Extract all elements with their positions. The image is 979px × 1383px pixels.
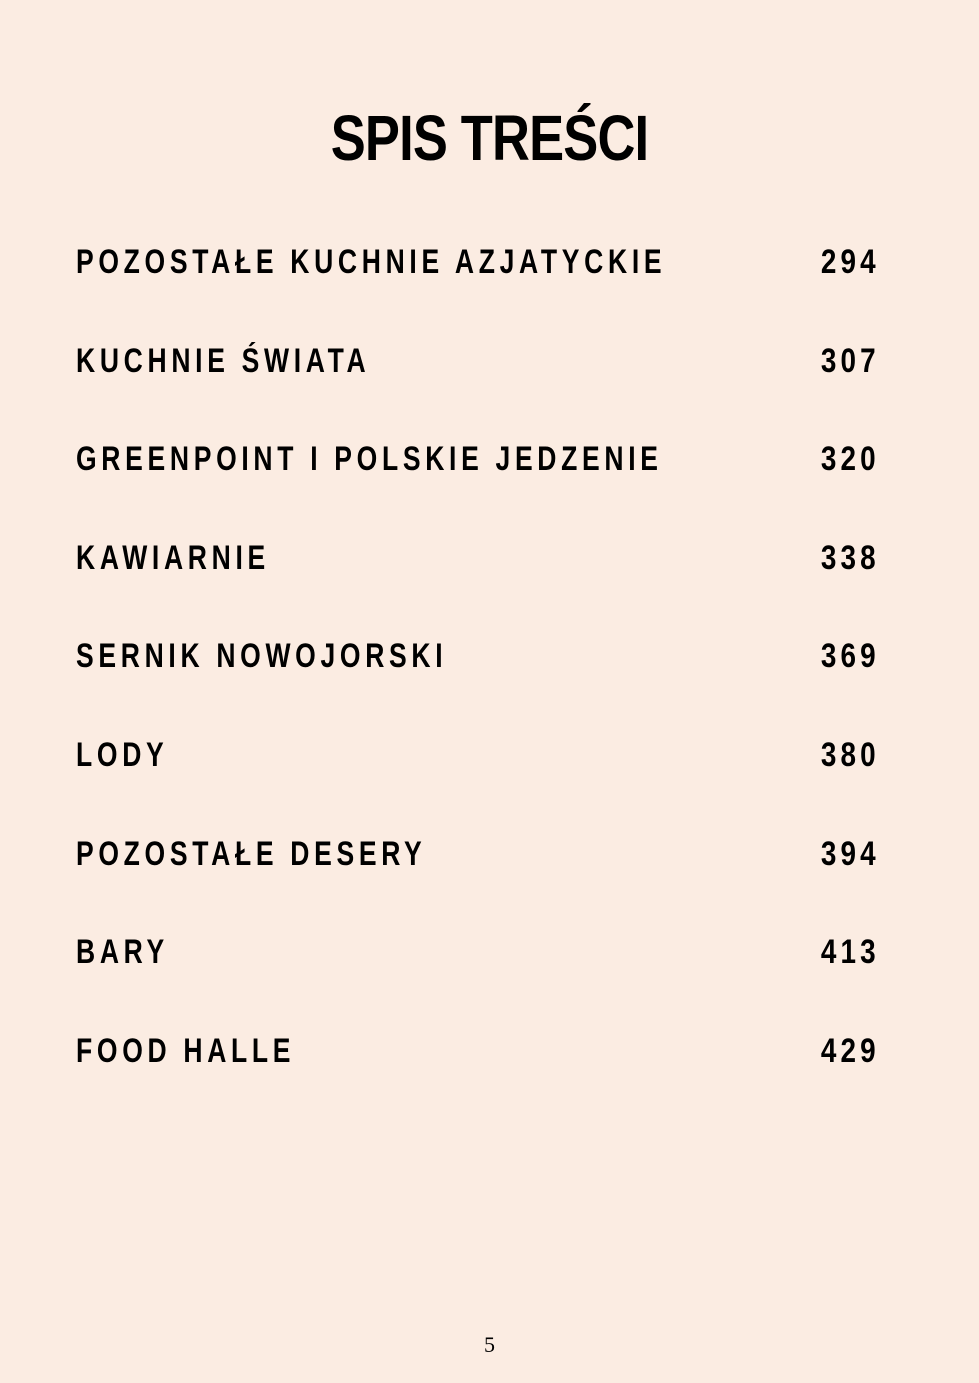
toc-entry-label: GREENPOINT I POLSKIE JEDZENIE: [76, 440, 663, 479]
toc-entry: [76, 828, 880, 927]
toc-entry: [76, 926, 880, 1025]
toc-entry: [76, 335, 880, 434]
toc-entry-page: 413: [821, 933, 880, 972]
page-title: SPIS TREŚCI: [330, 101, 649, 174]
table-of-contents: [76, 236, 880, 1123]
toc-entry: [76, 532, 880, 631]
toc-entry: [76, 433, 880, 532]
toc-entry-page: 320: [821, 440, 880, 479]
toc-entry: [76, 236, 880, 335]
toc-entry-page: 294: [821, 243, 880, 281]
toc-entry-page: 380: [821, 735, 880, 774]
page-number: 5: [484, 1332, 495, 1357]
toc-entry-page: 307: [821, 341, 880, 380]
toc-entry-label: LODY: [76, 735, 169, 774]
toc-entry-label: KUCHNIE ŚWIATA: [76, 341, 371, 380]
toc-entry-label: KAWIARNIE: [76, 538, 270, 577]
toc-entry: [76, 1025, 880, 1124]
toc-entry-label: POZOSTAŁE KUCHNIE AZJATYCKIE: [76, 243, 667, 281]
toc-entry-page: 369: [821, 637, 880, 676]
toc-entry-page: 394: [821, 834, 880, 873]
toc-entry: [76, 630, 880, 729]
toc-entry-label: SERNIK NOWOJORSKI: [76, 637, 448, 676]
toc-entry-page: 429: [821, 1031, 880, 1070]
toc-entry-page: 338: [821, 538, 880, 577]
toc-entry-label: FOOD HALLE: [76, 1031, 296, 1070]
toc-entry-label: BARY: [76, 933, 169, 972]
toc-entry: [76, 729, 880, 828]
toc-entry-label: POZOSTAŁE DESERY: [76, 834, 427, 873]
